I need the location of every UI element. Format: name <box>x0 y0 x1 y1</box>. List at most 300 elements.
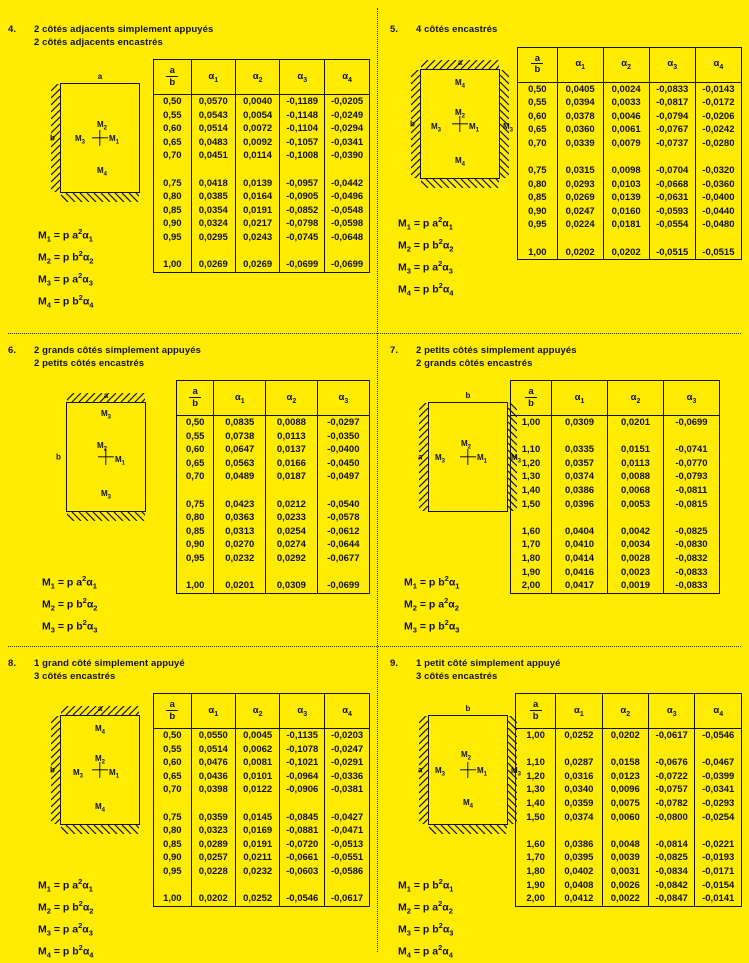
formula-block <box>404 572 459 638</box>
table-header-alpha-1: $\alpha_1$ <box>552 381 608 416</box>
cell-spacer <box>154 797 192 811</box>
cell-alpha-3: -0,0825 <box>664 525 720 539</box>
table-row <box>516 851 742 865</box>
table-row <box>516 811 742 825</box>
formula-line: $M_3 = p$ $a^2\alpha_3$ <box>38 921 93 938</box>
cell-ratio: 0,80 <box>177 511 214 525</box>
cell-alpha-2: 0,0053 <box>608 498 664 512</box>
cell-spacer <box>603 150 649 164</box>
cell-alpha-2: 0,0023 <box>608 566 664 580</box>
table-row <box>177 498 370 512</box>
cell-spacer <box>511 511 552 525</box>
cell-alpha-2: 0,0072 <box>235 122 279 136</box>
formula-line: $M_2 = p$ $a^2\alpha_2$ <box>404 596 459 613</box>
cell-alpha-2: 0,0061 <box>603 123 649 137</box>
cell-alpha-3: -0,1008 <box>280 149 325 163</box>
cell-ratio: 1,10 <box>516 756 556 770</box>
moment-label-m1: $M_1$ <box>469 121 480 134</box>
cell-alpha-4: -0,0467 <box>695 756 742 770</box>
cell-ratio: 1,50 <box>516 811 556 825</box>
table-row <box>154 177 370 191</box>
cell-spacer <box>608 511 664 525</box>
dimension-label-a: a <box>97 704 103 713</box>
cell-alpha-4: -0,0203 <box>325 729 370 743</box>
cell-spacer <box>154 163 192 177</box>
cell-ratio: 1,80 <box>516 865 556 879</box>
cell-spacer <box>317 484 369 498</box>
cell-alpha-2: 0,0139 <box>603 191 649 205</box>
cell-alpha-4: -0,0143 <box>695 82 741 96</box>
moment-label-m2: $M_2$ <box>97 120 108 132</box>
cell-alpha-4: -0,0699 <box>325 258 370 272</box>
cell-alpha-4: -0,0496 <box>325 190 370 204</box>
cell-alpha-1: 0,0489 <box>214 470 266 484</box>
cell-alpha-1: 0,0252 <box>556 729 602 743</box>
cell-spacer <box>154 879 192 893</box>
cell-ratio: 1,70 <box>516 851 556 865</box>
cell-alpha-4: -0,0471 <box>325 824 370 838</box>
horizontal-dotted-separator-2 <box>8 646 741 647</box>
cell-alpha-1: 0,0396 <box>552 498 608 512</box>
coefficient-table <box>510 380 720 594</box>
formula-block <box>398 875 453 963</box>
cell-alpha-2: 0,0211 <box>235 851 279 865</box>
cell-alpha-3: -0,0782 <box>648 797 695 811</box>
cell-alpha-3: -0,0546 <box>280 892 325 906</box>
cell-alpha-3: -0,1148 <box>280 109 325 123</box>
cell-alpha-1: 0,0309 <box>552 416 608 430</box>
cell-alpha-2: 0,0045 <box>235 729 279 743</box>
dimension-label-b: b <box>410 119 415 128</box>
formula-line: $M_2 = p$ $b^2\alpha_2$ <box>38 899 94 916</box>
coefficient-table <box>515 693 742 907</box>
section-title-line-2: 2 petits côtés encastrés <box>34 357 145 369</box>
cell-spacer <box>552 511 608 525</box>
cell-ratio: 1,70 <box>511 538 552 552</box>
cell-alpha-3: -0,0842 <box>648 879 695 893</box>
cell-spacer <box>648 743 695 757</box>
table-row <box>177 470 370 484</box>
cell-alpha-3: -0,0631 <box>649 191 695 205</box>
cell-alpha-1: 0,0416 <box>552 566 608 580</box>
moment-label-m1: $M_1$ <box>115 455 126 467</box>
table-row <box>154 190 370 204</box>
cell-ratio: 0,95 <box>177 552 214 566</box>
table-row-gap <box>518 232 742 246</box>
cell-alpha-4: -0,0254 <box>695 811 742 825</box>
cell-spacer <box>518 232 558 246</box>
cell-alpha-1: 0,0550 <box>191 729 235 743</box>
table-row <box>154 95 370 109</box>
table-row <box>511 566 720 580</box>
cell-spacer <box>191 797 235 811</box>
cell-alpha-1: 0,0313 <box>214 525 266 539</box>
cell-alpha-3: -0,0793 <box>664 470 720 484</box>
plate-diagram <box>50 704 140 825</box>
cell-alpha-2: 0,0243 <box>235 231 279 245</box>
cell-alpha-3: -0,0668 <box>649 178 695 192</box>
dimension-label-a: b <box>465 704 471 713</box>
cell-spacer <box>602 743 648 757</box>
table-row <box>516 797 742 811</box>
cell-ratio: 0,80 <box>154 190 192 204</box>
cell-alpha-3: -0,0905 <box>280 190 325 204</box>
cell-alpha-3: -0,0800 <box>648 811 695 825</box>
table-row-gap <box>154 163 370 177</box>
section-body <box>390 693 742 958</box>
cell-alpha-4: -0,0280 <box>695 137 741 151</box>
cell-alpha-1: 0,0514 <box>191 122 235 136</box>
table-row <box>518 191 742 205</box>
section-title <box>34 345 201 370</box>
cell-ratio: 0,90 <box>518 205 558 219</box>
moment-label-m3-right: $M_3$ <box>511 453 522 465</box>
dimension-label-b: b <box>50 765 55 775</box>
cell-alpha-2: 0,0042 <box>608 525 664 539</box>
cell-alpha-3: -0,0617 <box>648 729 695 743</box>
moment-label-m1: $M_1$ <box>109 768 120 780</box>
cell-ratio: 0,85 <box>154 204 192 218</box>
cell-ratio: 0,60 <box>177 443 214 457</box>
cell-alpha-1: 0,0363 <box>214 511 266 525</box>
cell-spacer <box>695 743 742 757</box>
cell-alpha-3: -0,0741 <box>664 443 720 457</box>
cell-ratio: 0,75 <box>154 811 192 825</box>
cell-spacer <box>664 511 720 525</box>
cell-alpha-3: -0,0834 <box>648 865 695 879</box>
table-row <box>518 96 742 110</box>
cell-alpha-4: -0,0341 <box>325 136 370 150</box>
cell-alpha-4: -0,0341 <box>695 783 742 797</box>
moment-label-m3-left: $M_3$ <box>435 766 446 778</box>
cell-spacer <box>325 797 370 811</box>
cell-alpha-1: 0,0647 <box>214 443 266 457</box>
table-row-gap <box>154 245 370 259</box>
cell-ratio: 1,00 <box>511 416 552 430</box>
cell-alpha-1: 0,0323 <box>191 824 235 838</box>
table-header-alpha-2: $\alpha_2$ <box>603 47 649 82</box>
cell-alpha-2: 0,0181 <box>603 218 649 232</box>
cell-ratio: 1,00 <box>177 579 214 593</box>
table-header-alpha-3: $\alpha_3$ <box>649 47 695 82</box>
table-row <box>511 416 720 430</box>
section-title <box>416 24 497 37</box>
cell-ratio: 0,60 <box>154 122 192 136</box>
table-row <box>154 109 370 123</box>
cell-alpha-3: -0,1189 <box>280 95 325 109</box>
cell-alpha-2: 0,0022 <box>602 892 648 906</box>
table-row <box>511 538 720 552</box>
cell-alpha-1: 0,0357 <box>552 457 608 471</box>
cell-alpha-3: -0,0794 <box>649 110 695 124</box>
table-header-alpha-3: $\alpha_3$ <box>317 381 369 416</box>
cell-spacer <box>235 163 279 177</box>
cell-alpha-1: 0,0374 <box>552 470 608 484</box>
table-header-alpha-2: $\alpha_2$ <box>235 60 279 95</box>
table-row <box>177 579 370 593</box>
moment-label-m2: $M_2$ <box>97 441 108 453</box>
cell-alpha-2: 0,0060 <box>602 811 648 825</box>
table-row <box>154 204 370 218</box>
cell-spacer <box>280 163 325 177</box>
cell-alpha-2: 0,0202 <box>603 246 649 260</box>
cell-spacer <box>556 824 602 838</box>
plate-outline <box>50 704 140 825</box>
cell-alpha-4: -0,0294 <box>325 122 370 136</box>
cell-ratio: 0,70 <box>177 470 214 484</box>
cell-alpha-4: -0,0320 <box>695 164 741 178</box>
dimension-label-b: a <box>418 765 423 775</box>
table-row <box>154 217 370 231</box>
cell-alpha-3: -0,0661 <box>280 851 325 865</box>
table-row <box>516 892 742 906</box>
cell-spacer <box>552 430 608 444</box>
cell-spacer <box>317 566 369 580</box>
cell-alpha-3: -0,0699 <box>664 416 720 430</box>
dimension-label-b: b <box>56 452 61 462</box>
cell-ratio: 0,95 <box>154 231 192 245</box>
cell-spacer <box>664 430 720 444</box>
cell-ratio: 0,70 <box>154 783 192 797</box>
table-row <box>516 838 742 852</box>
cell-spacer <box>154 245 192 259</box>
table-row <box>154 770 370 784</box>
table-header-alpha-2: $\alpha_2$ <box>266 381 318 416</box>
cell-alpha-2: 0,0201 <box>608 416 664 430</box>
plate-diagram <box>56 391 146 512</box>
cell-alpha-2: 0,0160 <box>603 205 649 219</box>
table-row-gap <box>177 566 370 580</box>
section-title-line-1: 1 grand côté simplement appuyé <box>34 658 185 669</box>
cell-spacer <box>235 879 279 893</box>
cell-alpha-1: 0,0476 <box>191 756 235 770</box>
cell-spacer <box>191 245 235 259</box>
cell-alpha-1: 0,0340 <box>556 783 602 797</box>
table-row <box>177 538 370 552</box>
table-header-ratio: $\frac{a}{b}$ <box>516 694 556 729</box>
cell-ratio: 1,60 <box>516 838 556 852</box>
coefficient-table <box>176 380 370 594</box>
dimension-label-a: a <box>103 391 109 400</box>
cell-ratio: 0,75 <box>154 177 192 191</box>
cell-alpha-2: 0,0096 <box>602 783 648 797</box>
section-number: 7. <box>390 345 399 356</box>
cell-alpha-4: -0,0598 <box>325 217 370 231</box>
cell-alpha-4: -0,0242 <box>695 123 741 137</box>
cell-alpha-3: -0,0817 <box>649 96 695 110</box>
table-row <box>518 218 742 232</box>
table-row-gap <box>516 824 742 838</box>
cell-alpha-2: 0,0145 <box>235 811 279 825</box>
cell-alpha-3: -0,1078 <box>280 743 325 757</box>
cell-spacer <box>266 484 318 498</box>
cell-alpha-4: -0,0381 <box>325 783 370 797</box>
cell-ratio: 0,90 <box>177 538 214 552</box>
table-row <box>154 824 370 838</box>
cell-alpha-1: 0,0315 <box>557 164 603 178</box>
formula-line: $M_2 = p$ $b^2\alpha_2$ <box>398 236 454 254</box>
cell-alpha-1: 0,0412 <box>556 892 602 906</box>
formula-line: $M_4 = p$ $b^2\alpha_4$ <box>398 280 454 298</box>
cell-spacer <box>648 824 695 838</box>
cell-spacer <box>235 797 279 811</box>
cell-alpha-2: 0,0062 <box>235 743 279 757</box>
centre-cross-vertical <box>467 762 468 778</box>
table-row <box>511 470 720 484</box>
table-header-alpha-3: $\alpha_3$ <box>280 60 325 95</box>
cell-ratio: 1,50 <box>511 498 552 512</box>
cell-alpha-2: 0,0028 <box>608 552 664 566</box>
cell-alpha-1: 0,0335 <box>552 443 608 457</box>
cell-alpha-3: -0,0964 <box>280 770 325 784</box>
moment-label-m3-bottom: $M_3$ <box>101 489 112 501</box>
cell-alpha-2: 0,0113 <box>608 457 664 471</box>
cell-ratio: 1,00 <box>154 892 192 906</box>
cell-alpha-2: 0,0081 <box>235 756 279 770</box>
cell-alpha-4: -0,0293 <box>695 797 742 811</box>
cell-alpha-3: -0,0677 <box>317 552 369 566</box>
cell-alpha-2: 0,0098 <box>603 164 649 178</box>
cell-alpha-1: 0,0202 <box>557 246 603 260</box>
moment-label-m4-top: $M_4$ <box>455 77 466 90</box>
table-header-alpha-4: $\alpha_4$ <box>325 60 370 95</box>
cell-spacer <box>325 879 370 893</box>
cell-alpha-2: 0,0191 <box>235 204 279 218</box>
section-body <box>390 380 742 645</box>
cell-alpha-2: 0,0233 <box>266 511 318 525</box>
cell-spacer <box>516 824 556 838</box>
cell-ratio: 0,95 <box>518 218 558 232</box>
cell-spacer <box>235 245 279 259</box>
plate-outline <box>50 72 140 193</box>
table-row <box>154 136 370 150</box>
formula-line: $M_1 = p$ $b^2\alpha_1$ <box>404 574 460 591</box>
cell-alpha-1: 0,0398 <box>191 783 235 797</box>
table-header-alpha-2: $\alpha_2$ <box>608 381 664 416</box>
formula-block <box>38 875 93 963</box>
cell-ratio: 1,00 <box>518 246 558 260</box>
table-row <box>516 879 742 893</box>
cell-alpha-2: 0,0092 <box>235 136 279 150</box>
cell-alpha-4: -0,0513 <box>325 838 370 852</box>
cell-ratio: 2,00 <box>511 579 552 593</box>
section-title <box>416 345 577 370</box>
table-header-alpha-4: $\alpha_4$ <box>695 47 741 82</box>
cell-ratio: 0,70 <box>154 149 192 163</box>
moment-label-m2: $M_2$ <box>95 754 106 766</box>
section-number: 6. <box>8 345 17 356</box>
cell-alpha-3: -0,0297 <box>317 416 369 430</box>
table-row <box>154 811 370 825</box>
table-row <box>516 770 742 784</box>
cell-spacer <box>518 150 558 164</box>
cell-spacer <box>695 150 741 164</box>
cell-alpha-3: -0,0612 <box>317 525 369 539</box>
table-row <box>177 457 370 471</box>
cell-alpha-4: -0,0336 <box>325 770 370 784</box>
cell-alpha-1: 0,0423 <box>214 498 266 512</box>
cell-ratio: 0,60 <box>154 756 192 770</box>
table-row <box>511 525 720 539</box>
moment-label-m3: $M_3$ <box>75 134 86 146</box>
cell-alpha-2: 0,0137 <box>266 443 318 457</box>
cell-alpha-1: 0,0410 <box>552 538 608 552</box>
section-title-line-1: 2 côtés adjacents simplement appuyés <box>34 24 214 35</box>
cell-alpha-1: 0,0405 <box>557 82 603 96</box>
cell-alpha-2: 0,0123 <box>602 770 648 784</box>
cell-spacer <box>280 879 325 893</box>
cell-spacer <box>325 245 370 259</box>
cell-alpha-2: 0,0019 <box>608 579 664 593</box>
cell-spacer <box>177 484 214 498</box>
table-row <box>518 246 742 260</box>
cell-alpha-1: 0,0228 <box>191 865 235 879</box>
cell-spacer <box>280 245 325 259</box>
table-row-gap <box>511 430 720 444</box>
hatch-bottom <box>429 825 507 834</box>
section-title-line-2: 2 grands côtés encastrés <box>416 357 533 369</box>
cell-alpha-2: 0,0212 <box>266 498 318 512</box>
moment-label-m1: $M_1$ <box>477 766 488 778</box>
cell-ratio: 0,55 <box>518 96 558 110</box>
table-row-gap <box>177 484 370 498</box>
section-9 <box>390 658 742 960</box>
cell-alpha-3: -0,1135 <box>280 729 325 743</box>
table-header-alpha-3: $\alpha_3$ <box>664 381 720 416</box>
cell-alpha-1: 0,0295 <box>191 231 235 245</box>
section-number: 5. <box>390 24 399 35</box>
cell-ratio: 0,65 <box>154 770 192 784</box>
cell-alpha-1: 0,0339 <box>557 137 603 151</box>
table-row <box>177 525 370 539</box>
cell-alpha-1: 0,0269 <box>557 191 603 205</box>
formula-line: $M_2 = p$ $b^2\alpha_2$ <box>38 249 94 266</box>
moment-label-m3-top: $M_3$ <box>101 409 112 421</box>
cell-alpha-2: 0,0068 <box>608 484 664 498</box>
plate-outline <box>418 704 522 825</box>
cell-ratio: 0,65 <box>177 457 214 471</box>
cell-ratio: 1,20 <box>511 457 552 471</box>
table-row <box>511 457 720 471</box>
section-title <box>34 658 185 683</box>
cell-ratio: 1,10 <box>511 443 552 457</box>
table-header-alpha-4: $\alpha_4$ <box>325 694 370 729</box>
cell-alpha-2: 0,0113 <box>266 430 318 444</box>
table-row <box>511 498 720 512</box>
cell-spacer <box>608 430 664 444</box>
cell-alpha-4: -0,0442 <box>325 177 370 191</box>
plate-outline <box>418 391 522 512</box>
cell-alpha-3: -0,1104 <box>280 122 325 136</box>
moment-label-m1: $M_1$ <box>109 134 120 146</box>
table-row <box>154 729 370 743</box>
moment-label-m3-left: $M_3$ <box>431 121 442 134</box>
cell-alpha-2: 0,0075 <box>602 797 648 811</box>
cell-alpha-3: -0,0450 <box>317 457 369 471</box>
formula-line: $M_4 = p$ $b^2\alpha_4$ <box>38 943 94 960</box>
table-row <box>518 110 742 124</box>
cell-ratio: 0,55 <box>154 743 192 757</box>
hatch-bottom <box>61 193 139 202</box>
moment-label-m2: $M_2$ <box>461 439 472 451</box>
table-header-ratio: $\frac{a}{b}$ <box>177 381 214 416</box>
cell-alpha-3: -0,0770 <box>664 457 720 471</box>
table-header-alpha-4: $\alpha_4$ <box>695 694 742 729</box>
table-row <box>518 123 742 137</box>
cell-alpha-3: -0,0745 <box>280 231 325 245</box>
table-row <box>516 783 742 797</box>
section-title-line-2: 3 côtés encastrés <box>34 670 116 682</box>
